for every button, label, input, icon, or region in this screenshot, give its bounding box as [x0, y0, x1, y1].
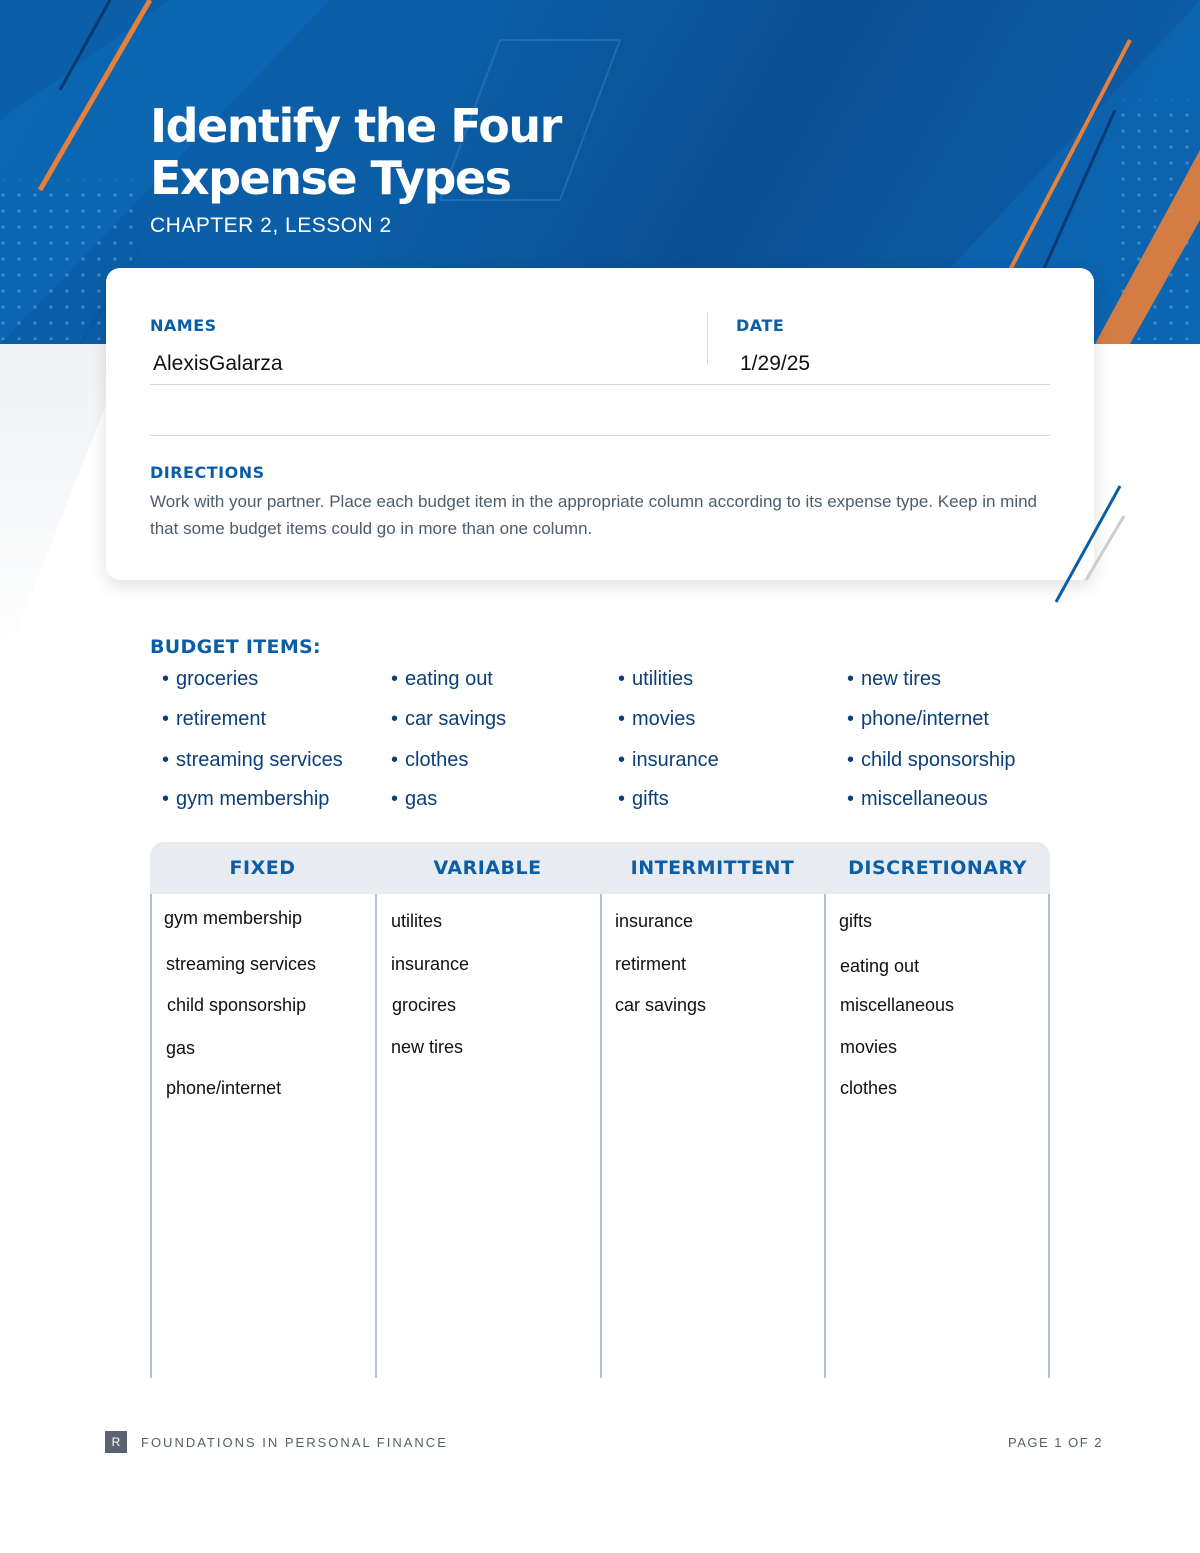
budget-item: • phone/internet [847, 708, 989, 731]
decorative-stripes [1040, 480, 1130, 610]
discretionary-entry: eating out [840, 956, 920, 976]
field-divider [707, 312, 708, 364]
course-name: FOUNDATIONS IN PERSONAL FINANCE [141, 1435, 448, 1450]
fixed-entry: gym membership [164, 908, 303, 928]
budget-item: • streaming services [162, 749, 343, 772]
intermittent-entry: insurance [615, 911, 694, 931]
date-field[interactable]: 1/29/25 [740, 352, 811, 375]
title-line-2: Expense Types [150, 151, 511, 205]
header-fixed: FIXED [229, 857, 296, 879]
variable-entry: insurance [391, 954, 470, 974]
chapter-subtitle: CHAPTER 2, LESSON 2 [150, 214, 392, 237]
header-variable: VARIABLE [433, 857, 542, 879]
budget-item: • movies [618, 708, 695, 731]
budget-item: • gifts [618, 788, 669, 811]
budget-item: • new tires [847, 668, 941, 691]
budget-item: • utilities [618, 668, 693, 691]
title-line-1: Identify the Four [150, 99, 561, 153]
discretionary-entry: clothes [840, 1078, 898, 1098]
fixed-column[interactable] [150, 894, 375, 1378]
budget-item: • miscellaneous [847, 788, 988, 811]
names-underline [150, 384, 1050, 385]
discretionary-column[interactable] [825, 894, 1050, 1378]
fixed-entry: gas [166, 1038, 196, 1058]
intermittent-entry: retirment [615, 954, 687, 974]
header-discretionary: DISCRETIONARY [848, 857, 1027, 879]
variable-entry: utilites [391, 911, 443, 931]
fixed-entry: child sponsorship [167, 995, 307, 1015]
page-number: PAGE 1 OF 2 [1008, 1435, 1104, 1450]
discretionary-entry: miscellaneous [840, 995, 955, 1015]
budget-item: • gym membership [162, 788, 329, 811]
budget-item: • gas [391, 788, 437, 811]
fixed-entry: streaming services [166, 954, 317, 974]
budget-item: • child sponsorship [847, 749, 1016, 772]
form-card [106, 268, 1094, 580]
directions-text: Work with your partner. Place each budget item in the appropriate column according to its expense type. Keep in mind that some budget items could go in more than one column. [150, 492, 1038, 538]
budget-item: • eating out [391, 668, 493, 691]
brand-logo: R [105, 1431, 127, 1453]
header-intermittent: INTERMITTENT [630, 857, 795, 879]
variable-entry: grocires [392, 995, 457, 1015]
date-label: DATE [736, 316, 785, 335]
variable-entry: new tires [391, 1037, 464, 1057]
intermittent-entry: car savings [615, 995, 707, 1015]
budget-items-title: BUDGET ITEMS: [150, 636, 321, 658]
page-title [150, 100, 561, 204]
names-label: NAMES [150, 316, 217, 335]
discretionary-entry: movies [840, 1037, 898, 1057]
fixed-entry: phone/internet [166, 1078, 282, 1098]
budget-item: • clothes [391, 749, 468, 772]
names-field[interactable]: AlexisGalarza [153, 352, 283, 375]
budget-item: • groceries [162, 668, 258, 691]
budget-item: • insurance [618, 749, 719, 772]
variable-column[interactable] [375, 894, 600, 1378]
expense-table [150, 842, 1050, 1378]
budget-item: • retirement [162, 708, 266, 731]
names-second-line [150, 435, 1050, 436]
directions-label: DIRECTIONS [150, 463, 265, 482]
discretionary-entry: gifts [839, 911, 873, 931]
budget-item: • car savings [391, 708, 506, 731]
intermittent-column[interactable] [600, 894, 825, 1378]
